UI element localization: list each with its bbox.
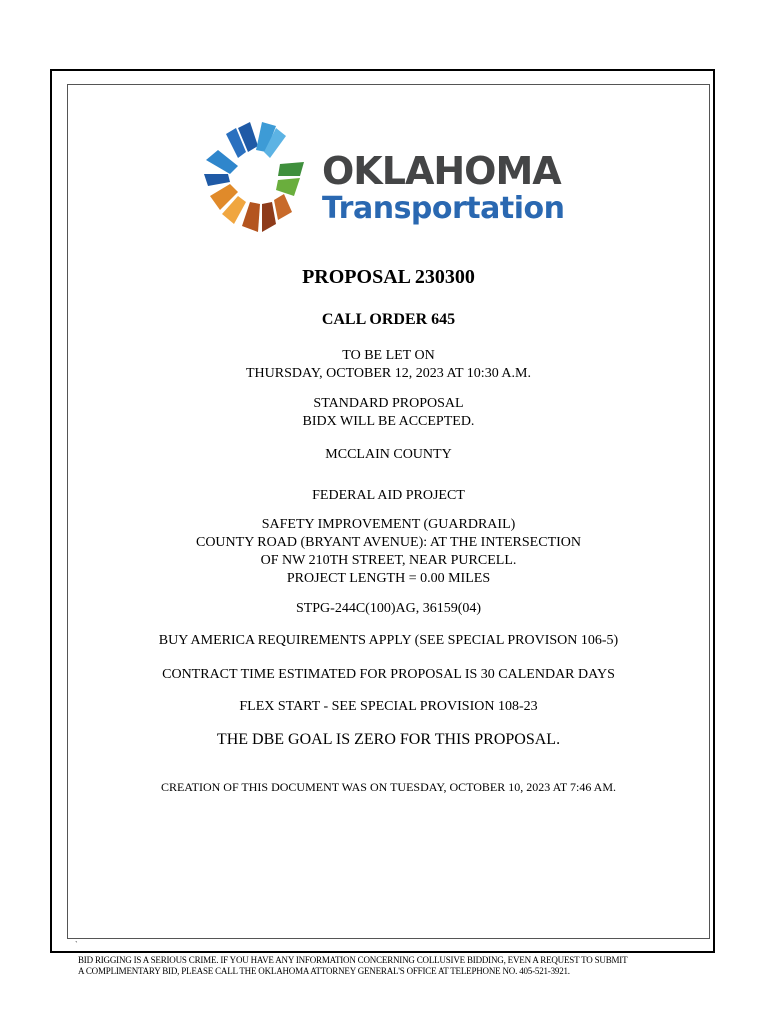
footer-line-1: BID RIGGING IS A SERIOUS CRIME. IF YOU HAVE ANY INFORMATION CONCERNING COLLUSIVE BIDDING, EVEN A REQUEST TO SUBMIT [78,955,628,965]
proposal-title: PROPOSAL 230300 [302,266,475,288]
letting-line-1: TO BE LET ON [342,348,435,363]
logo-star-mark [204,122,304,232]
project-length: PROJECT LENGTH = 0.00 MILES [286,571,491,586]
project-numbers: STPG-244C(100)AG, 36159(04) [295,601,482,616]
dbe-goal: THE DBE GOAL IS ZERO FOR THIS PROPOSAL. [216,731,561,748]
federal-aid: FEDERAL AID PROJECT [312,488,465,503]
bid-rigging-notice [78,955,738,977]
county: MCCLAIN COUNTY [325,447,452,462]
description-line-2: COUNTY ROAD (BRYANT AVENUE): AT THE INTERSECTION [195,535,581,550]
footer-mark: ` [75,940,78,949]
buy-america: BUY AMERICA REQUIREMENTS APPLY (SEE SPECIAL PROVISON 106-5) [158,633,619,648]
letting-date: THURSDAY, OCTOBER 12, 2023 AT 10:30 A.M. [246,366,531,381]
standard-proposal: STANDARD PROPOSAL [313,396,464,411]
description-line-1: SAFETY IMPROVEMENT (GUARDRAIL) [261,517,516,532]
contract-time: CONTRACT TIME ESTIMATED FOR PROPOSAL IS 30 CALENDAR DAYS [162,667,615,682]
logo-wordmark-oklahoma: OKLAHOMA [322,149,561,193]
description-line-3: OF NW 210TH STREET, NEAR PURCELL. [260,553,517,568]
logo-wordmark-transportation: Transportation [322,191,565,226]
bidx-accepted: BIDX WILL BE ACCEPTED. [302,414,475,429]
footer-line-2: A COMPLIMENTARY BID, PLEASE CALL THE OKLAHOMA ATTORNEY GENERAL'S OFFICE AT TELEPHONE NO. 405-521-3921. [78,966,570,976]
flex-start: FLEX START - SEE SPECIAL PROVISION 108-23 [239,699,538,714]
call-order: CALL ORDER 645 [321,311,456,328]
creation-date: CREATION OF THIS DOCUMENT WAS ON TUESDAY, OCTOBER 10, 2023 AT 7:46 AM. [160,780,617,794]
